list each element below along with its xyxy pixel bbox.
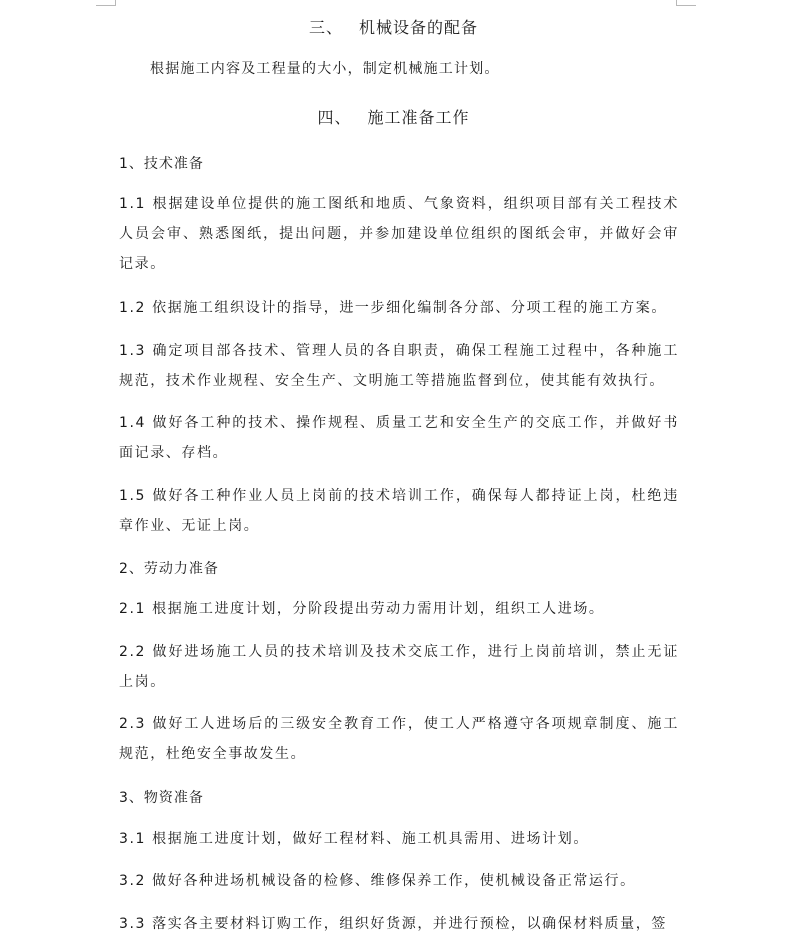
subsection-title-technical: 1、技术准备 <box>119 156 204 172</box>
page-corner-mark-left <box>96 0 116 6</box>
paragraph-1-3: 1.3 确定项目部各技术、管理人员的各自职责，确保工程施工过程中，各种施工规范，技术作业规程、安全生产、文明施工等措施监督到位，使其能有效执行。 <box>119 343 679 389</box>
heading-number: 四、 <box>317 108 352 127</box>
paragraph-1-2: 1.2 依据施工组织设计的指导，进一步细化编制各分部、分项工程的施工方案。 <box>119 300 667 316</box>
intro-paragraph: 根据施工内容及工程量的大小，制定机械施工计划。 <box>150 61 500 77</box>
paragraph-2-1: 2.1 根据施工进度计划，分阶段提出劳动力需用计划，组织工人进场。 <box>119 601 605 617</box>
paragraph-1-5: 1.5 做好各工种作业人员上岗前的技术培训工作，确保每人都持证上岗，杜绝违章作业、无证上岗。 <box>119 488 679 534</box>
paragraph-3-2: 3.2 做好各种进场机械设备的检修、维修保养工作，使机械设备正常运行。 <box>119 873 636 889</box>
paragraph-3-3: 3.3 落实各主要材料订购工作，组织好货源，并进行预检，以确保材料质量，签 <box>119 916 667 932</box>
paragraph-3-1: 3.1 根据施工进度计划，做好工程材料、施工机具需用、进场计划。 <box>119 831 589 847</box>
heading-section-4 <box>0 105 787 128</box>
paragraph-1-4: 1.4 做好各工种的技术、操作规程、质量工艺和安全生产的交底工作，并做好书面记录、存档。 <box>119 415 679 461</box>
heading-number: 三、 <box>308 18 343 37</box>
subsection-title-labor: 2、劳动力准备 <box>119 561 219 577</box>
paragraph-2-2: 2.2 做好进场施工人员的技术培训及技术交底工作，进行上岗前培训，禁止无证上岗。 <box>119 644 679 690</box>
heading-section-3 <box>0 15 787 38</box>
paragraph-2-3: 2.3 做好工人进场后的三级安全教育工作，使工人严格遵守各项规章制度、施工规范，杜绝安全事故发生。 <box>119 716 679 762</box>
heading-title: 施工准备工作 <box>367 108 470 127</box>
heading-title: 机械设备的配备 <box>359 18 479 37</box>
subsection-title-materials: 3、物资准备 <box>119 790 204 806</box>
paragraph-1-1: 1.1 根据建设单位提供的施工图纸和地质、气象资料，组织项目部有关工程技术人员会审、熟悉图纸，提出问题，并参加建设单位组织的图纸会审，并做好会审记录。 <box>119 196 679 272</box>
page-corner-mark-right <box>676 0 696 6</box>
